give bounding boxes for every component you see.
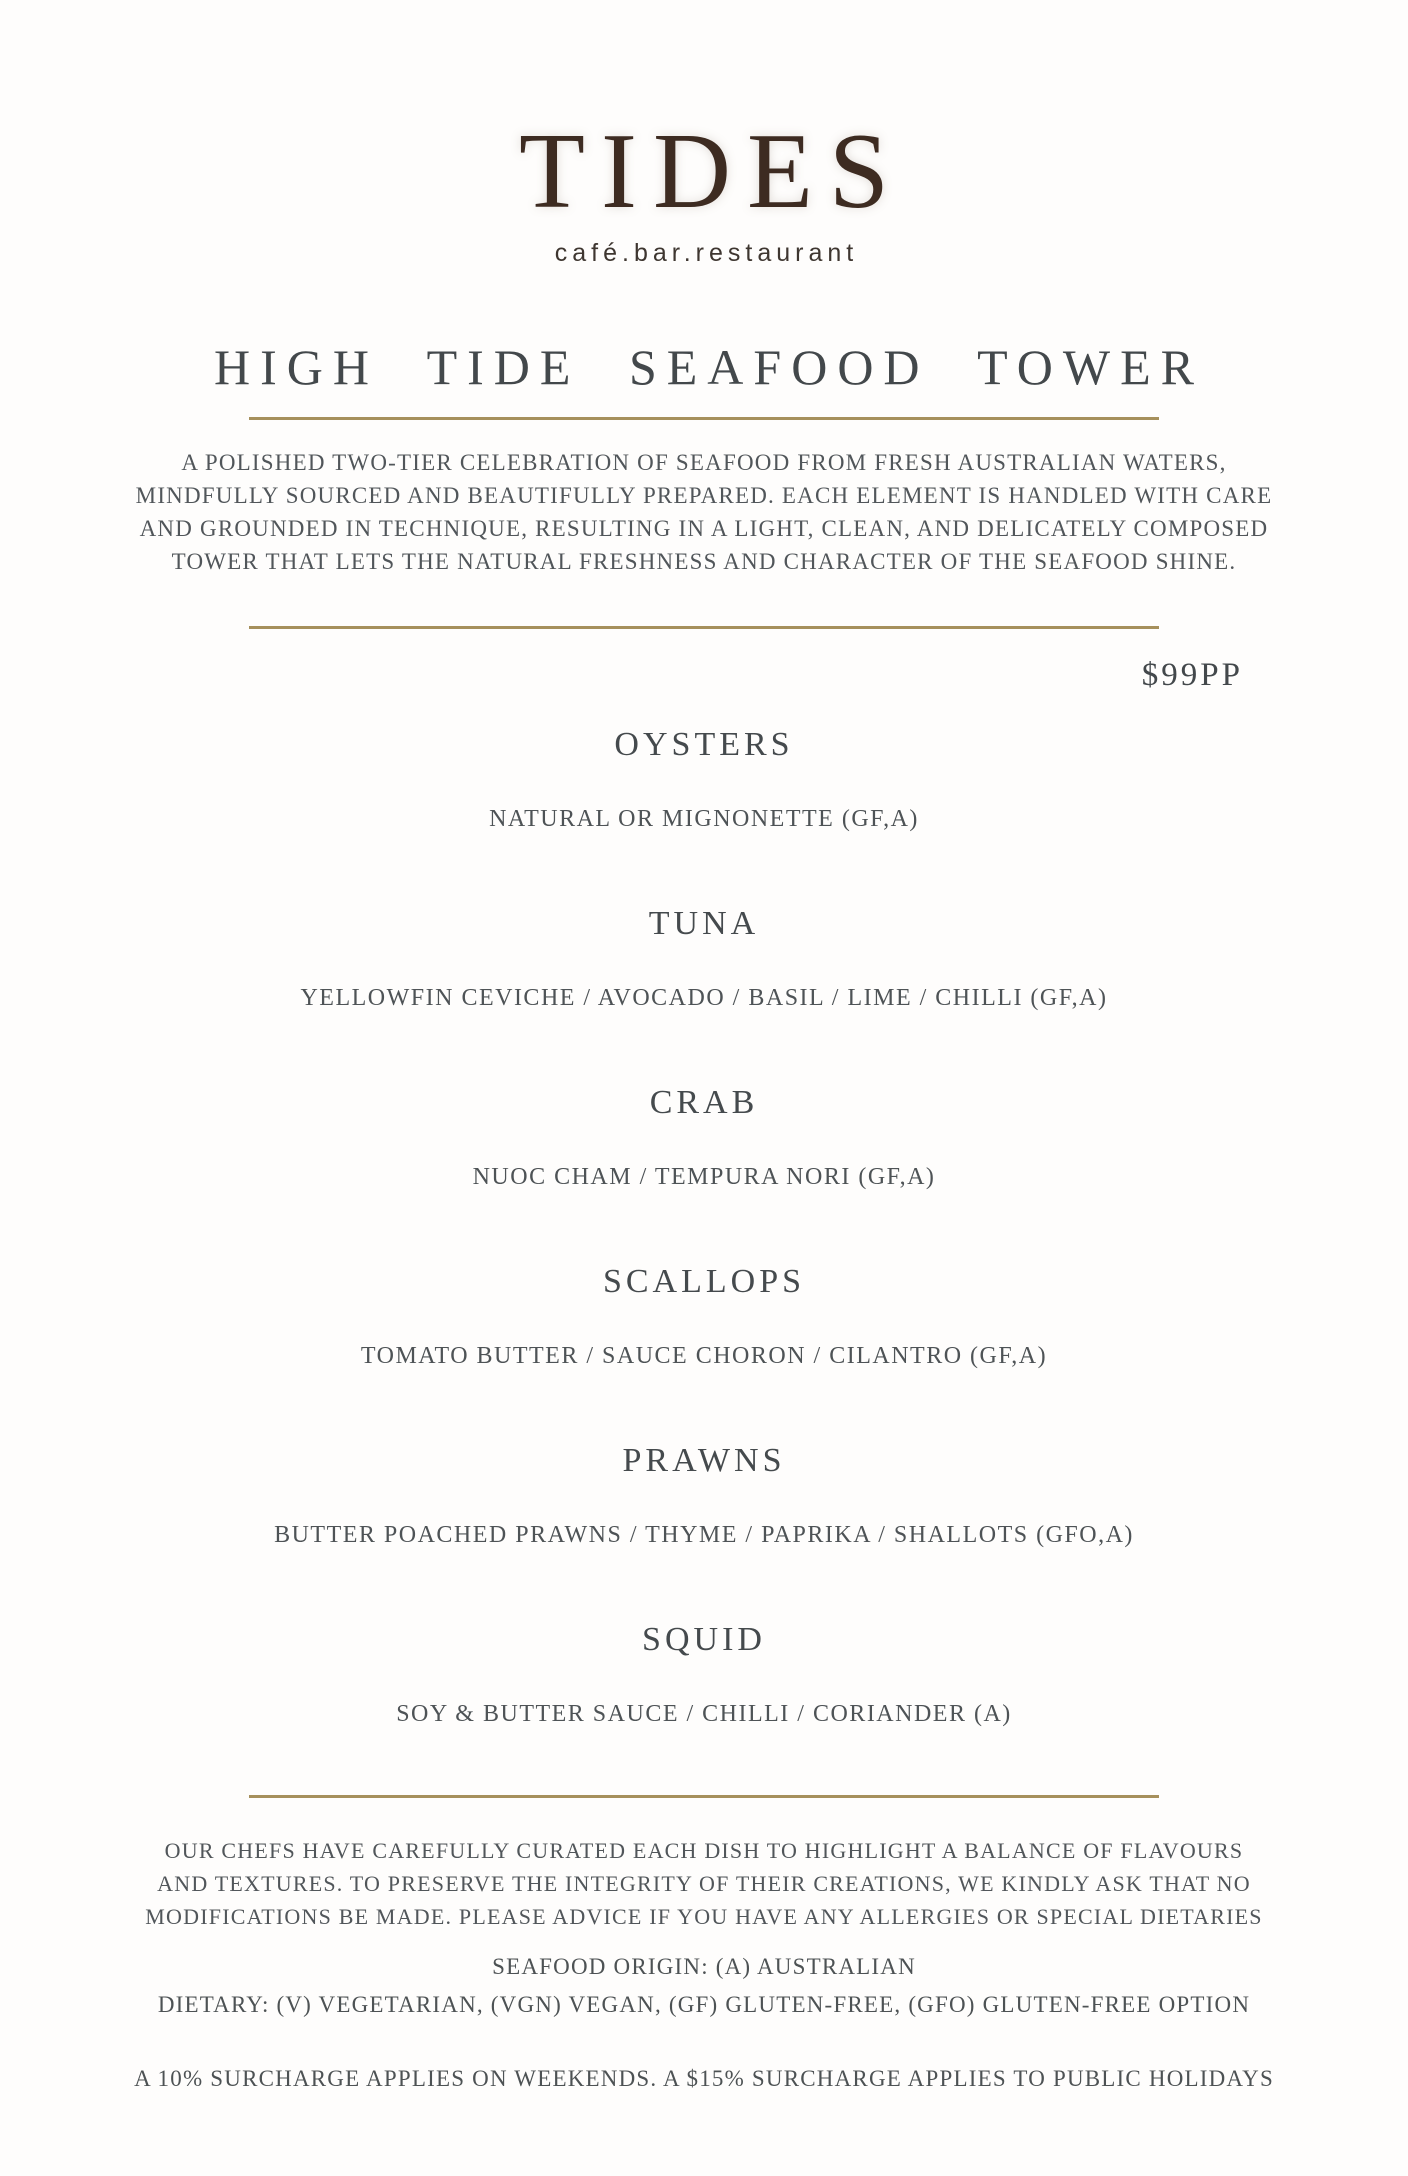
intro-line: A POLISHED TWO-TIER CELEBRATION OF SEAFOOD FROM FRESH AUSTRALIAN WATERS, xyxy=(181,450,1227,475)
restaurant-logo: TIDES xyxy=(519,112,905,231)
chef-note-line: MODIFICATIONS BE MADE. PLEASE ADVICE IF YOU HAVE ANY ALLERGIES OR SPECIAL DIETARIES xyxy=(145,1904,1263,1929)
intro-line: MINDFULLY SOURCED AND BEAUTIFULLY PREPARED. EACH ELEMENT IS HANDLED WITH CARE xyxy=(135,483,1273,508)
dietary-legend: DIETARY: (V) VEGETARIAN, (VGN) VEGAN, (GF) GLUTEN-FREE, (GFO) GLUTEN-FREE OPTION xyxy=(157,1992,1251,2017)
seafood-origin-note: SEAFOOD ORIGIN: (A) AUSTRALIAN xyxy=(492,1954,916,1979)
menu-item-scallops xyxy=(0,1260,1408,1372)
intro-paragraph xyxy=(0,446,1408,578)
item-name: SQUID xyxy=(642,1621,766,1658)
item-name: TUNA xyxy=(648,905,760,942)
item-description: YELLOWFIN CEVICHE / AVOCADO / BASIL / LIME / CHILLI (GF,A) xyxy=(300,985,1108,1011)
page-title: HIGH TIDE SEAFOOD TOWER xyxy=(214,339,1204,395)
menu-item-list xyxy=(0,723,1408,1730)
item-description: SOY & BUTTER SAUCE / CHILLI / CORIANDER (A) xyxy=(396,1701,1012,1727)
item-description: TOMATO BUTTER / SAUCE CHORON / CILANTRO (GF,A) xyxy=(360,1343,1048,1369)
item-name: PRAWNS xyxy=(622,1442,786,1479)
item-description: NATURAL OR MIGNONETTE (GF,A) xyxy=(489,806,919,832)
mid-divider xyxy=(249,626,1159,629)
chef-note-line: OUR CHEFS HAVE CAREFULLY CURATED EACH DISH TO HIGHLIGHT A BALANCE OF FLAVOURS xyxy=(164,1838,1244,1863)
item-name: CRAB xyxy=(649,1084,759,1121)
price-per-person: $99PP xyxy=(1141,657,1243,693)
restaurant-tagline: café.bar.restaurant xyxy=(554,239,859,267)
heading-divider xyxy=(249,417,1159,420)
chef-note xyxy=(0,1834,1408,1933)
menu-item-crab xyxy=(0,1081,1408,1193)
item-description: NUOC CHAM / TEMPURA NORI (GF,A) xyxy=(472,1164,936,1190)
item-name: OYSTERS xyxy=(614,726,794,763)
item-description: BUTTER POACHED PRAWNS / THYME / PAPRIKA / SHALLOTS (GFO,A) xyxy=(274,1522,1134,1548)
footer-divider xyxy=(249,1795,1159,1798)
item-name: SCALLOPS xyxy=(602,1263,806,1300)
menu-item-tuna xyxy=(0,902,1408,1014)
intro-line: TOWER THAT LETS THE NATURAL FRESHNESS AND CHARACTER OF THE SEAFOOD SHINE. xyxy=(171,549,1237,574)
menu-item-prawns xyxy=(0,1439,1408,1551)
menu-item-squid xyxy=(0,1618,1408,1730)
surcharge-note: A 10% SURCHARGE APPLIES ON WEEKENDS. A $15% SURCHARGE APPLIES TO PUBLIC HOLIDAYS xyxy=(134,2066,1274,2091)
intro-line: AND GROUNDED IN TECHNIQUE, RESULTING IN A LIGHT, CLEAN, AND DELICATELY COMPOSED xyxy=(139,516,1269,541)
chef-note-line: AND TEXTURES. TO PRESERVE THE INTEGRITY OF THEIR CREATIONS, WE KINDLY ASK THAT NO xyxy=(157,1871,1251,1896)
menu-item-oysters xyxy=(0,723,1408,835)
